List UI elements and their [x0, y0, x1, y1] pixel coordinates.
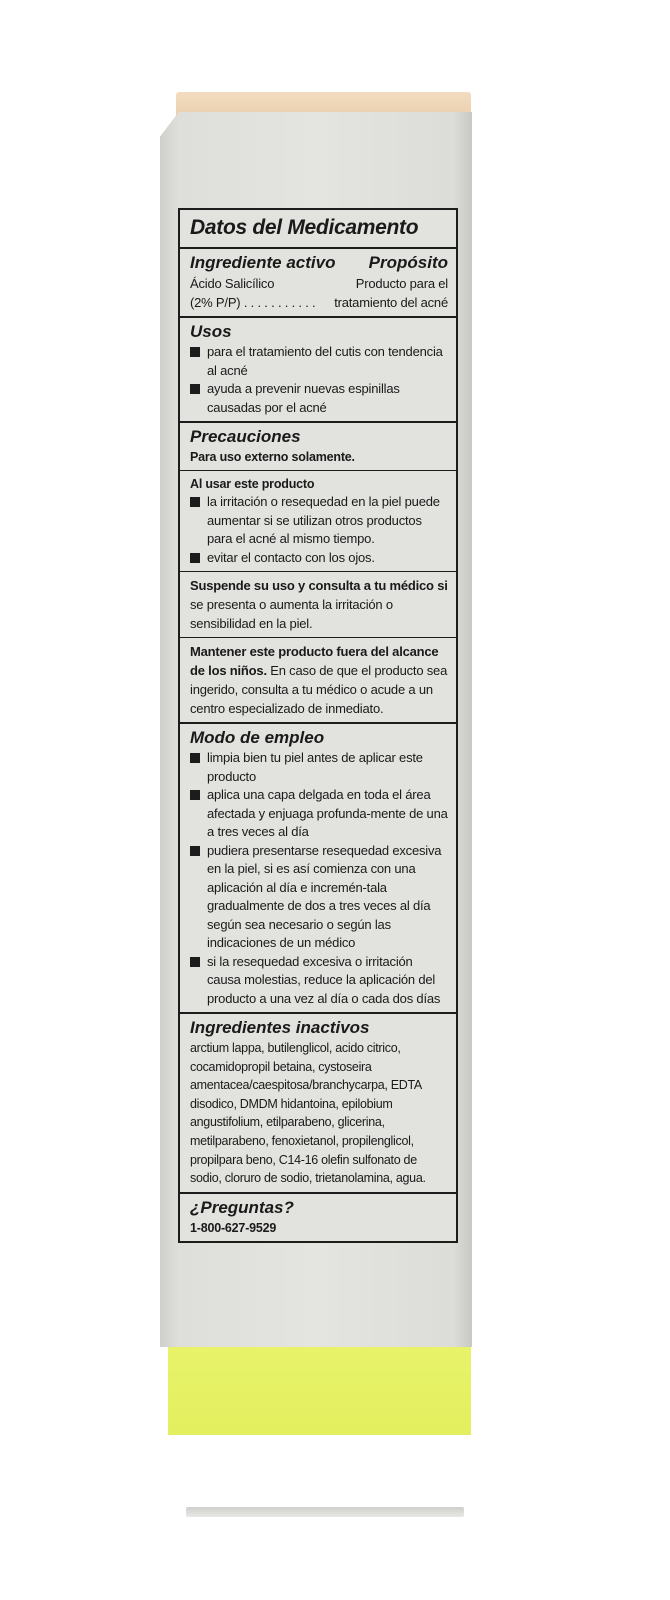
bullet-square-icon	[190, 790, 200, 800]
list-item	[190, 380, 448, 417]
divider	[180, 637, 456, 638]
keep-out-bold: Mantener este producto fuera del alcance de los niños.	[190, 644, 439, 678]
active-ingredient-name: Ácido Salicílico	[190, 276, 275, 291]
active-ingredient-concentration: (2% P/P) . . . . . . . . . . .	[190, 295, 316, 310]
bullet-square-icon	[190, 957, 200, 967]
divider	[180, 571, 456, 572]
box-lime-band	[168, 1347, 471, 1435]
drug-facts-title-row	[180, 210, 456, 249]
purpose-line-2: tratamiento del acné	[334, 295, 448, 310]
purpose-heading: Propósito	[368, 253, 448, 272]
uses-item-text: para el tratamiento del cutis con tendencia al acné	[207, 344, 443, 378]
active-heading-row	[190, 252, 448, 274]
divider	[180, 470, 456, 471]
active-ingredient-heading: Ingrediente activo	[190, 253, 336, 272]
bullet-square-icon	[190, 753, 200, 763]
uses-list	[190, 343, 448, 417]
list-item	[190, 749, 448, 786]
directions-list	[190, 749, 448, 1008]
bullet-square-icon	[190, 553, 200, 563]
external-use-text: Para uso externo solamente.	[190, 450, 355, 464]
questions-section	[180, 1194, 456, 1241]
inactive-ingredients-text: arctium lappa, butilenglicol, acido citrico, cocamidopropil betaina, cystoseira amentacea/caespitosa/branchycarpa, EDTA disodico, DMDM hidantoina, epilobium angustifolium, etilparabeno, glicerina, metilparabeno, fenoxietanol, propilenglicol, propilpara beno, C14-16 olefin sulfonato de sodio, cloruro de sodio, trietanolamina, agua.	[190, 1041, 426, 1186]
bullet-square-icon	[190, 846, 200, 856]
directions-section	[180, 724, 456, 1014]
directions-heading: Modo de empleo	[190, 728, 325, 747]
list-item	[190, 953, 448, 1009]
drug-facts-title: Datos del Medicamento	[190, 216, 419, 239]
stop-use-bold: Suspende su uso y consulta a tu médico si	[190, 578, 448, 593]
list-item	[190, 493, 448, 549]
phone-number: 1-800-627-9529	[190, 1220, 277, 1235]
keep-out-of-reach-text	[190, 642, 448, 718]
bullet-square-icon	[190, 497, 200, 507]
warnings-list	[190, 493, 448, 567]
warning-item-text: la irritación o resequedad en la piel puede aumentar si se utilizan otros productos para el acné al mismo tiempo.	[207, 494, 440, 546]
list-item	[190, 549, 448, 568]
stop-use-rest: se presenta o aumenta la irritación o sensibilidad en la piel.	[190, 597, 393, 631]
box-bottom-edge	[186, 1507, 464, 1517]
uses-section	[180, 318, 456, 423]
inactive-ingredients-section	[180, 1014, 456, 1194]
stop-use-text	[190, 576, 448, 633]
uses-item-text: ayuda a prevenir nuevas espinillas causadas por el acné	[207, 381, 400, 415]
keep-out-rest: En caso de que el producto sea ingerido, consulta a tu médico o acude a un centro especializado de inmediato.	[190, 663, 448, 716]
purpose-line-1: Producto para el	[355, 276, 448, 291]
bullet-square-icon	[190, 384, 200, 394]
inactive-ingredients-heading: Ingredientes inactivos	[190, 1018, 370, 1037]
uses-heading: Usos	[190, 322, 232, 341]
active-line-2	[190, 293, 448, 312]
active-ingredient-section	[180, 249, 456, 318]
direction-item-text: si la resequedad excesiva o irritación causa molestias, reduce la aplicación del producto a una vez al día o cada dos días	[207, 953, 441, 1006]
warning-item-text: evitar el contacto con los ojos.	[207, 549, 375, 565]
warnings-section	[180, 423, 456, 724]
list-item	[190, 842, 448, 953]
bullet-square-icon	[190, 347, 200, 357]
direction-item-text: limpia bien tu piel antes de aplicar este producto	[207, 750, 423, 784]
when-using-heading: Al usar este producto	[190, 477, 315, 491]
direction-item-text: pudiera presentarse resequedad excesiva en la piel, si es así comienza con una aplicación al día e incremén-tala gradualmente de dos a tres veces al día según sea necesario o según las indicaciones de un médico	[207, 842, 442, 950]
active-line-1	[190, 274, 448, 293]
direction-item-text: aplica una capa delgada en toda el área afectada y enjuaga profunda-mente de una a tres veces al día	[207, 787, 448, 839]
warnings-heading: Precauciones	[190, 427, 301, 446]
questions-heading: ¿Preguntas?	[190, 1197, 294, 1217]
list-item	[190, 343, 448, 380]
drug-facts-panel	[178, 208, 458, 1243]
list-item	[190, 786, 448, 842]
